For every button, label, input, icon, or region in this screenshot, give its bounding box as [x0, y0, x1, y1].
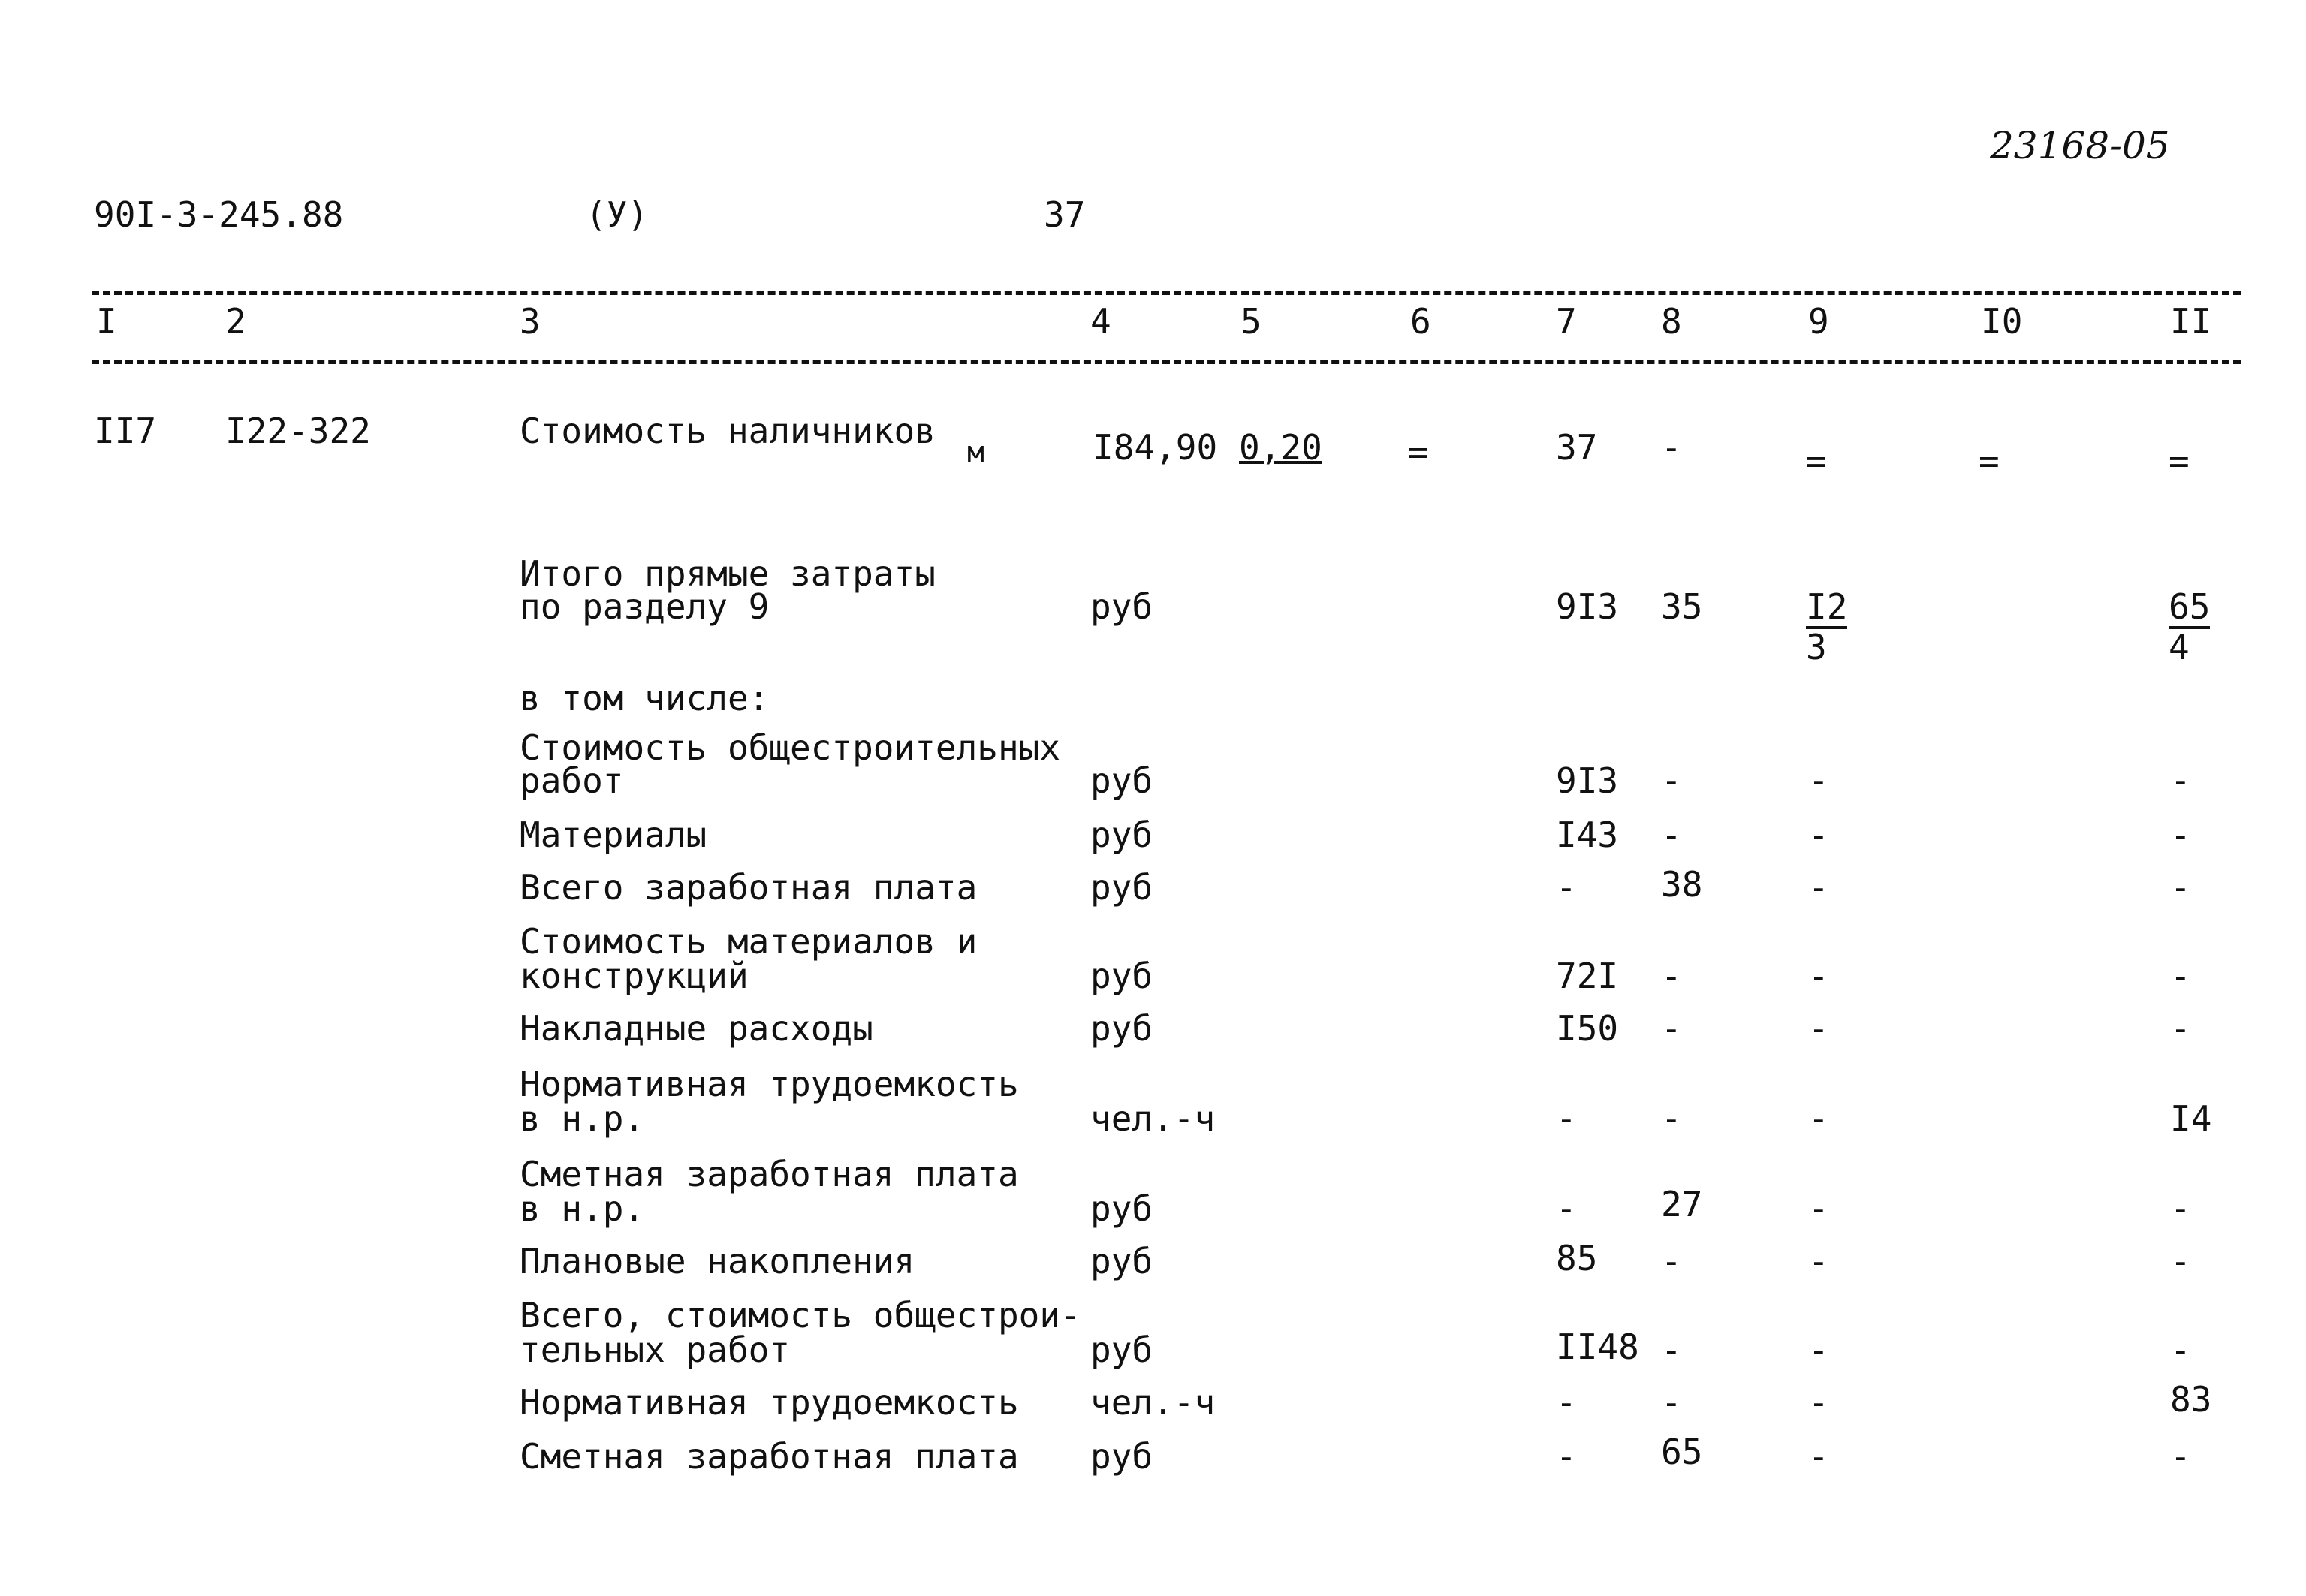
- row-col7: -: [1556, 1098, 1577, 1139]
- col-header-9: 9: [1808, 301, 1829, 342]
- row-unit: руб: [1090, 815, 1153, 855]
- row-unit: руб: [1090, 1008, 1153, 1049]
- col-header-1: I: [96, 301, 117, 342]
- row-col8: -: [1661, 1382, 1682, 1423]
- row-col9: -: [1808, 760, 1829, 801]
- item-quantity: I84,90: [1093, 427, 1218, 468]
- total-col11-fraction: [2169, 586, 2211, 667]
- row-col11: -: [2170, 867, 2191, 908]
- col-header-3: 3: [520, 301, 541, 342]
- header-bottom-rule: [92, 360, 2241, 364]
- row-label-line2: в н.р.: [520, 1188, 645, 1229]
- row-col7: II48: [1556, 1326, 1639, 1367]
- col-header-4: 4: [1090, 301, 1111, 342]
- row-col11: -: [2170, 815, 2191, 855]
- row-col9: -: [1808, 1008, 1829, 1049]
- total-col9-top: I2: [1806, 589, 1847, 629]
- row-col8: -: [1661, 1329, 1682, 1370]
- row-col9: -: [1808, 1241, 1829, 1281]
- row-unit: руб: [1090, 867, 1153, 908]
- row-col8: -: [1661, 1008, 1682, 1049]
- item-number: II7: [94, 411, 157, 451]
- row-label-line2: в н.р.: [520, 1098, 645, 1139]
- row-col7: -: [1556, 867, 1577, 908]
- row-col8: -: [1661, 1241, 1682, 1281]
- col-header-5: 5: [1240, 301, 1262, 342]
- row-unit: руб: [1090, 760, 1153, 801]
- row-label-line1: Материалы: [520, 815, 707, 855]
- item-unit-price: 0,20: [1239, 427, 1322, 468]
- row-label-line1: Накладные расходы: [520, 1008, 873, 1049]
- row-col9: -: [1808, 956, 1829, 996]
- row-col11: -: [2170, 1436, 2191, 1477]
- col-header-11: II: [2170, 301, 2212, 342]
- row-unit: руб: [1090, 1241, 1153, 1281]
- row-col9: -: [1808, 867, 1829, 908]
- row-label-line1: Всего, стоимость общестрои-: [520, 1295, 1081, 1336]
- item-unit: м: [967, 435, 984, 468]
- project-code: 90I-3-245.88: [94, 194, 344, 235]
- item-code: I22-322: [225, 411, 371, 451]
- item-col11-ditto: =: [2169, 441, 2190, 481]
- row-label-line1: Плановые накопления: [520, 1241, 915, 1281]
- row-col7: 85: [1556, 1238, 1598, 1278]
- row-unit: руб: [1090, 1329, 1153, 1370]
- row-col11: -: [2170, 1329, 2191, 1370]
- row-col9: -: [1808, 1188, 1829, 1229]
- total-col11-top: 65: [2169, 589, 2210, 629]
- total-col9-bottom: 3: [1806, 627, 1827, 667]
- row-col7: -: [1556, 1436, 1577, 1477]
- including-label: в том числе:: [520, 678, 770, 718]
- row-label-line1: Сметная заработная плата: [520, 1436, 1019, 1477]
- row-col8: 38: [1661, 864, 1703, 905]
- row-col7: -: [1556, 1188, 1577, 1229]
- item-col8-value: -: [1661, 427, 1682, 468]
- total-unit: руб: [1090, 586, 1153, 627]
- total-col7: 9I3: [1556, 586, 1619, 627]
- row-col11: -: [2170, 956, 2191, 996]
- row-col11: -: [2170, 1008, 2191, 1049]
- col-header-2: 2: [225, 301, 246, 342]
- row-unit: руб: [1090, 1188, 1153, 1229]
- row-col9: -: [1808, 1329, 1829, 1370]
- row-col8: 65: [1661, 1432, 1703, 1472]
- col-header-7: 7: [1556, 301, 1577, 342]
- row-unit: руб: [1090, 1436, 1153, 1477]
- row-label-line1: Стоимость общестроительных: [520, 727, 1061, 768]
- total-label-line1: Итого прямые затраты: [520, 553, 936, 594]
- row-col11: -: [2170, 760, 2191, 801]
- project-mark: (У): [586, 194, 649, 235]
- col-header-10: I0: [1981, 301, 2023, 342]
- row-col7: 72I: [1556, 956, 1619, 996]
- header-top-rule: [92, 291, 2241, 295]
- row-label-line2: тельных работ: [520, 1329, 791, 1370]
- item-col10-ditto: =: [1979, 441, 2000, 481]
- row-col7: -: [1556, 1382, 1577, 1423]
- document-number: 23168-05: [1990, 124, 2170, 167]
- item-col7-value: 37: [1556, 427, 1598, 468]
- item-name: Стоимость наличников: [520, 411, 936, 451]
- row-col8: -: [1661, 815, 1682, 855]
- row-col7: I50: [1556, 1008, 1619, 1049]
- row-col9: -: [1808, 1098, 1829, 1139]
- row-label-line1: Нормативная трудоемкость: [520, 1382, 1019, 1423]
- col-header-8: 8: [1661, 301, 1682, 342]
- row-label-line1: Стоимость материалов и: [520, 921, 978, 962]
- row-unit: чел.-ч: [1090, 1382, 1216, 1423]
- row-col11: -: [2170, 1241, 2191, 1281]
- row-col8: -: [1661, 760, 1682, 801]
- row-col11: I4: [2170, 1098, 2212, 1139]
- item-col6-ditto: =: [1408, 432, 1429, 472]
- row-col8: -: [1661, 1098, 1682, 1139]
- row-col9: -: [1808, 1382, 1829, 1423]
- row-col11: -: [2170, 1188, 2191, 1229]
- total-col9-fraction: [1806, 586, 1848, 667]
- row-col8: 27: [1661, 1184, 1703, 1224]
- row-col7: I43: [1556, 815, 1619, 855]
- page-number: 37: [1044, 194, 1086, 235]
- row-col7: 9I3: [1556, 760, 1619, 801]
- row-label-line2: конструкций: [520, 956, 749, 996]
- row-label-line1: Всего заработная плата: [520, 867, 978, 908]
- row-label-line1: Нормативная трудоемкость: [520, 1064, 1019, 1104]
- total-col11-bottom: 4: [2169, 627, 2190, 667]
- row-label-line1: Сметная заработная плата: [520, 1154, 1019, 1194]
- row-col9: -: [1808, 815, 1829, 855]
- total-col8: 35: [1661, 586, 1703, 627]
- row-unit: чел.-ч: [1090, 1098, 1216, 1139]
- row-unit: руб: [1090, 956, 1153, 996]
- total-label-line2: по разделу 9: [520, 586, 770, 627]
- row-col9: -: [1808, 1436, 1829, 1477]
- col-header-6: 6: [1410, 301, 1431, 342]
- row-col8: -: [1661, 956, 1682, 996]
- item-col9-ditto: =: [1806, 441, 1827, 481]
- row-label-line2: работ: [520, 760, 624, 801]
- row-col11: 83: [2170, 1379, 2212, 1420]
